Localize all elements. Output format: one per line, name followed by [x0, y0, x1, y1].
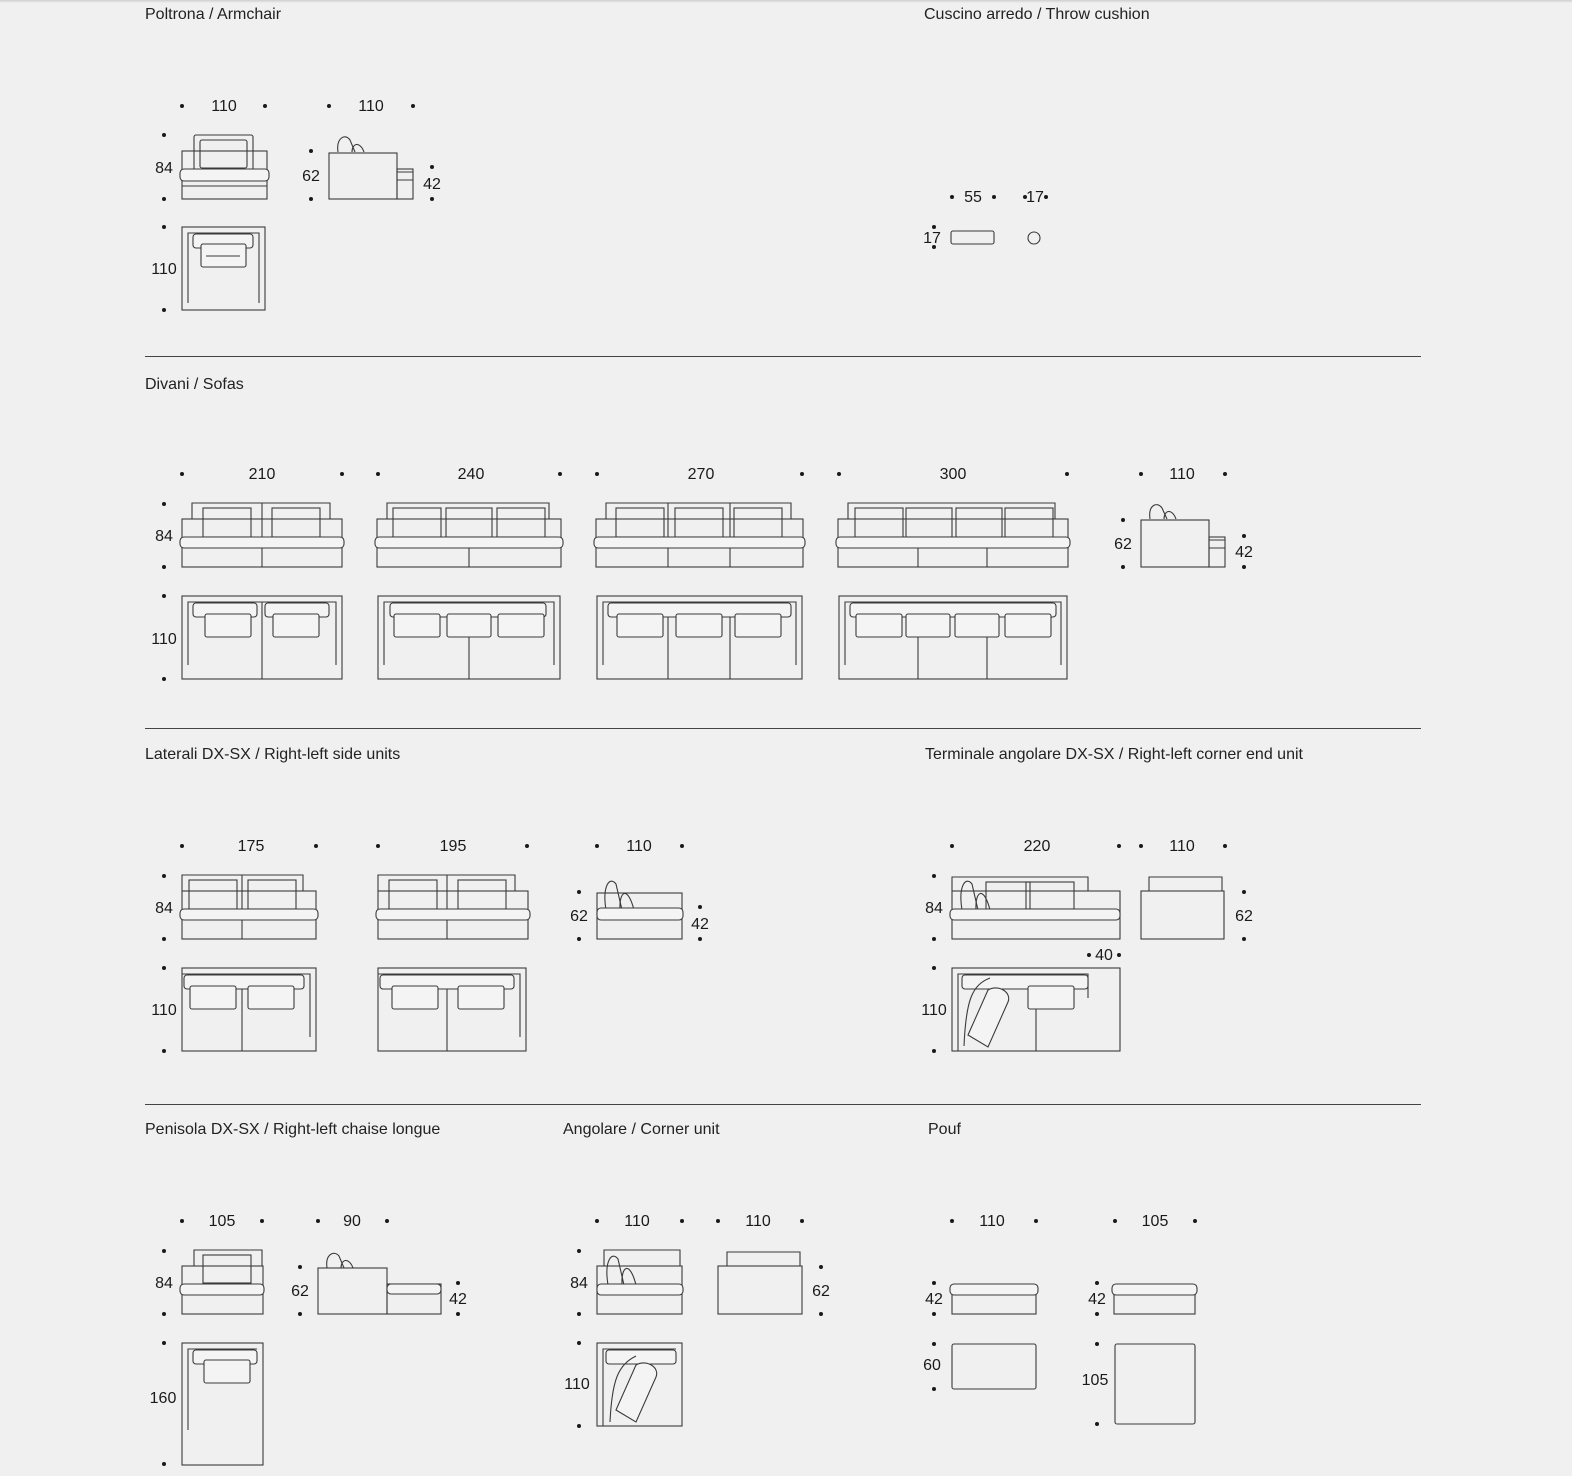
corner-unit-side-view: [718, 1252, 802, 1314]
sofa-270-plan-view: [597, 596, 802, 679]
armchair-back-height-label: 62: [302, 168, 320, 185]
armchair-front-view: [180, 135, 269, 199]
corner-end-unit-depth-label: 110: [921, 1002, 947, 1019]
throw-cushion-drawing: [951, 231, 1040, 244]
armchair-plan-depth-label: 110: [151, 261, 177, 278]
section-title-sofas: Divani / Sofas: [145, 376, 244, 393]
sofa-side-depth-label: 110: [1169, 466, 1195, 483]
chaise-seat-height-label: 42: [449, 1291, 467, 1308]
side-unit-seat-height-label: 42: [691, 916, 709, 933]
corner-end-unit-arm-label: 40: [1095, 947, 1113, 964]
sofa-depth-label: 110: [151, 631, 177, 648]
section-title-pouf: Pouf: [928, 1121, 961, 1138]
corner-unit-side-height-label: 62: [812, 1283, 830, 1300]
sofa-back-height-label: 62: [1114, 536, 1132, 553]
sofa-width-label: 300: [939, 466, 967, 483]
chaise-back-height-label: 62: [291, 1283, 309, 1300]
chaise-longue-plan-view: [182, 1343, 263, 1465]
chaise-width-label: 105: [208, 1213, 236, 1230]
pouf-depth-label: 105: [1081, 1372, 1109, 1389]
armchair-plan-view: [182, 227, 265, 310]
armchair-depth-label: 110: [358, 98, 384, 115]
pouf-width-label: 110: [979, 1213, 1005, 1230]
corner-unit-height-label: 84: [570, 1275, 588, 1292]
side-unit-width-label: 175: [237, 838, 265, 855]
chaise-longue-front-view: [180, 1250, 264, 1314]
section-title-chaise-longue: Penisola DX-SX / Right-left chaise longue: [145, 1121, 441, 1138]
side-unit-height-label: 84: [155, 900, 173, 917]
section-title-throw-cushion: Cuscino arredo / Throw cushion: [924, 6, 1150, 23]
sofa-300-front-view: [836, 503, 1070, 567]
pouf-105-front-view: [1112, 1284, 1197, 1314]
corner-end-unit-plan-view: [952, 968, 1120, 1051]
side-unit-width-label: 195: [439, 838, 467, 855]
chaise-height-label: 84: [155, 1275, 173, 1292]
side-unit-side-depth-label: 110: [626, 838, 652, 855]
pouf-height-label: 42: [925, 1291, 943, 1308]
pouf-110-front-view: [950, 1284, 1038, 1314]
corner-end-unit-front-view: [950, 877, 1120, 939]
armchair-side-view: [329, 137, 413, 199]
sofa-240-front-view: [375, 503, 563, 567]
chaise-length-label: 160: [149, 1390, 177, 1407]
corner-unit-front-view: [597, 1250, 683, 1314]
corner-unit-plan-view: [597, 1343, 682, 1426]
sofa-240-plan-view: [378, 596, 560, 679]
section-title-armchair: Poltrona / Armchair: [145, 6, 282, 23]
side-unit-back-height-label: 62: [570, 908, 588, 925]
corner-end-unit-width-label: 220: [1023, 838, 1051, 855]
pouf-height-label: 42: [1088, 1291, 1106, 1308]
section-title-corner-end-unit: Terminale angolare DX-SX / Right-left corner end unit: [925, 746, 1303, 763]
corner-unit-width-label: 110: [624, 1213, 650, 1230]
pouf-depth-label: 60: [923, 1357, 941, 1374]
chaise-longue-side-view: [318, 1253, 441, 1314]
sofa-210-plan-view: [182, 596, 342, 679]
chaise-side-depth-label: 90: [343, 1213, 361, 1230]
dimension-markers: [162, 104, 1246, 1466]
side-unit-side-view: [597, 881, 683, 939]
sofa-300-plan-view: [839, 596, 1067, 679]
corner-end-unit-side-height-label: 62: [1235, 908, 1253, 925]
sofa-270-front-view: [594, 503, 805, 567]
section-title-side-units: Laterali DX-SX / Right-left side units: [145, 746, 401, 763]
sofa-side-view: [1141, 505, 1225, 567]
corner-end-unit-height-label: 84: [925, 900, 943, 917]
cushion-length-label: 55: [964, 189, 982, 206]
sofa-seat-height-label: 42: [1235, 544, 1253, 561]
pouf-105-plan-view: [1115, 1344, 1195, 1424]
sofa-width-label: 270: [687, 466, 715, 483]
sofa-width-label: 240: [457, 466, 485, 483]
side-unit-depth-label: 110: [151, 1002, 177, 1019]
sofa-210-front-view: [180, 503, 344, 567]
section-title-corner-unit: Angolare / Corner unit: [563, 1121, 720, 1138]
side-unit-175-plan-view: [182, 968, 316, 1051]
corner-end-unit-side-view: [1141, 877, 1224, 939]
side-unit-195-plan-view: [378, 968, 526, 1051]
corner-end-unit-side-depth-label: 110: [1169, 838, 1195, 855]
armchair-seat-height-label: 42: [423, 176, 441, 193]
corner-unit-side-depth-label: 110: [745, 1213, 771, 1230]
side-unit-175-front-view: [180, 875, 318, 939]
cushion-diameter-label: 17: [1026, 189, 1044, 206]
corner-unit-depth-label: 110: [564, 1376, 590, 1393]
sofa-width-label: 210: [248, 466, 276, 483]
side-unit-195-front-view: [376, 875, 530, 939]
sofa-height-label: 84: [155, 528, 173, 545]
pouf-110-plan-view: [952, 1344, 1036, 1389]
pouf-width-label: 105: [1141, 1213, 1169, 1230]
cushion-side-label: 17: [923, 230, 941, 247]
armchair-height-label: 84: [155, 160, 173, 177]
armchair-width-label: 110: [211, 98, 237, 115]
